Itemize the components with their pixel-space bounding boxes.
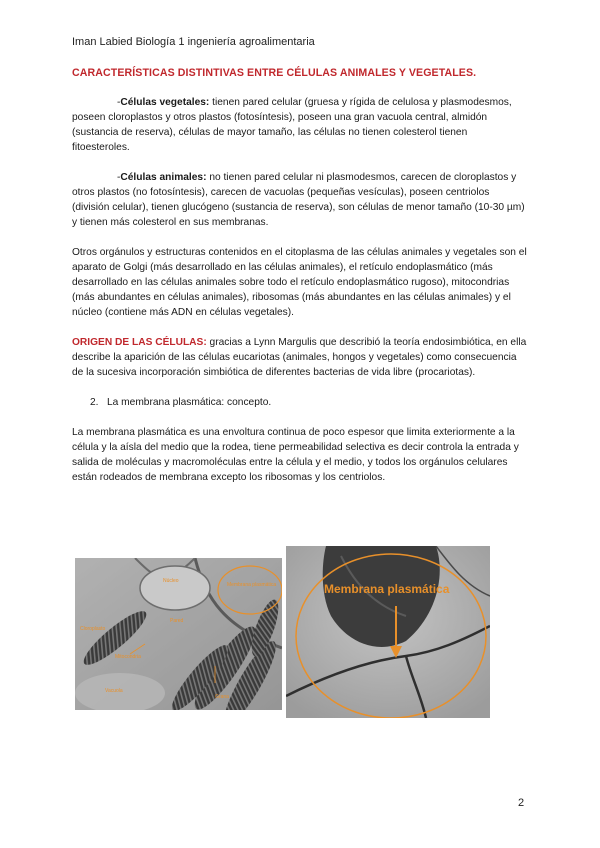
label-nucleo: Núcleo: [163, 578, 179, 584]
label-membrana-plasmatica: Membrana plasmática: [324, 582, 450, 596]
term-animales: Células animales:: [120, 172, 207, 183]
section-title: CARACTERÍSTICAS DISTINTIVAS ENTRE CÉLULAS ANIMALES Y VEGETALES.: [72, 67, 477, 79]
dash: -: [117, 97, 121, 108]
micrograph-membrane-closeup: [286, 546, 490, 718]
text-origen: gracias a Lynn Margulis que describió la teoría endosimbiótica, en ella describe la aparición de las células eucariotas (animales, hongos y vegetales) como consecuencia de la sucesiva incorporación simbiótica de diferentes bacterias de vida libre (procariotas).: [72, 337, 527, 378]
label-cloroplasto: Cloroplasto: [80, 626, 106, 632]
paragraph-animales: [72, 170, 527, 230]
label-grana: Grana: [215, 694, 229, 700]
paragraph-organulos: Otros orgánulos y estructuras contenidos en el citoplasma de las células animales y vegetales son el aparato de Golgi (más desarrollado en las células animales), el retículo endoplasmático (más desarrollado en las células animales sobre todo el retículo endoplasmático rugoso), mitocondrias (más abundantes en células animales), ribosomas (más abundantes en las células animales) y el núcleo (contiene más ADN en células vegetales).: [72, 247, 527, 318]
page-number: 2: [518, 797, 525, 809]
paragraph-origen: [72, 335, 527, 380]
paragraph-membrana: La membrana plasmática es una envoltura continua de poco espesor que limita exteriormente a la célula y la aísla del medio que la rodea, tiene permeabilidad selectiva es decir controla la entrada y salida de moléculas y macromoléculas entre la célula y el medio, y todos los orgánulos celulares están rodeados de membrana excepto los ribosomas y los centriolos.: [72, 427, 519, 483]
text-vegetales: tienen pared celular (gruesa y rígida de celulosa y plasmodesmos, poseen cloroplastos y otros plastos (fotosíntesis), poseen una gran vacuola central, almidón (sustancia de reserva), células de mayor tamaño, las células no tienen colesterol tienen fitoesteroles.: [72, 97, 512, 153]
text-animales: no tienen pared celular ni plasmodesmos, carecen de cloroplastos y otros plastos (no fotosíntesis), carecen de vacuolas (pequeñas vesículas), poseen centriolos (división celular), tienen glucógeno (sustancia de reserva), son células de menor tamaño (10-30 µm) y tienen más colesterol en sus membranas.: [72, 172, 525, 228]
label-vacuola: Vacuola: [105, 688, 123, 694]
page-content: [72, 66, 527, 485]
term-origen: ORIGEN DE LAS CÉLULAS:: [72, 337, 207, 348]
micrograph-plant-cell: [75, 558, 282, 710]
list-number: 2.: [90, 397, 99, 408]
label-membrana: Membrana plasmática: [227, 582, 277, 588]
label-pared: Pared: [170, 618, 184, 624]
dash: -: [117, 172, 121, 183]
list-text: La membrana plasmática: concepto.: [107, 397, 272, 408]
page-header: Iman Labied Biología 1 ingeniería agroalimentaria: [72, 36, 315, 48]
term-vegetales: Células vegetales:: [120, 97, 210, 108]
paragraph-vegetales: [72, 95, 527, 155]
list-item-membrana: [72, 395, 527, 410]
label-mitocondria: Mitocondria: [115, 654, 141, 660]
figures-row: [0, 546, 600, 721]
